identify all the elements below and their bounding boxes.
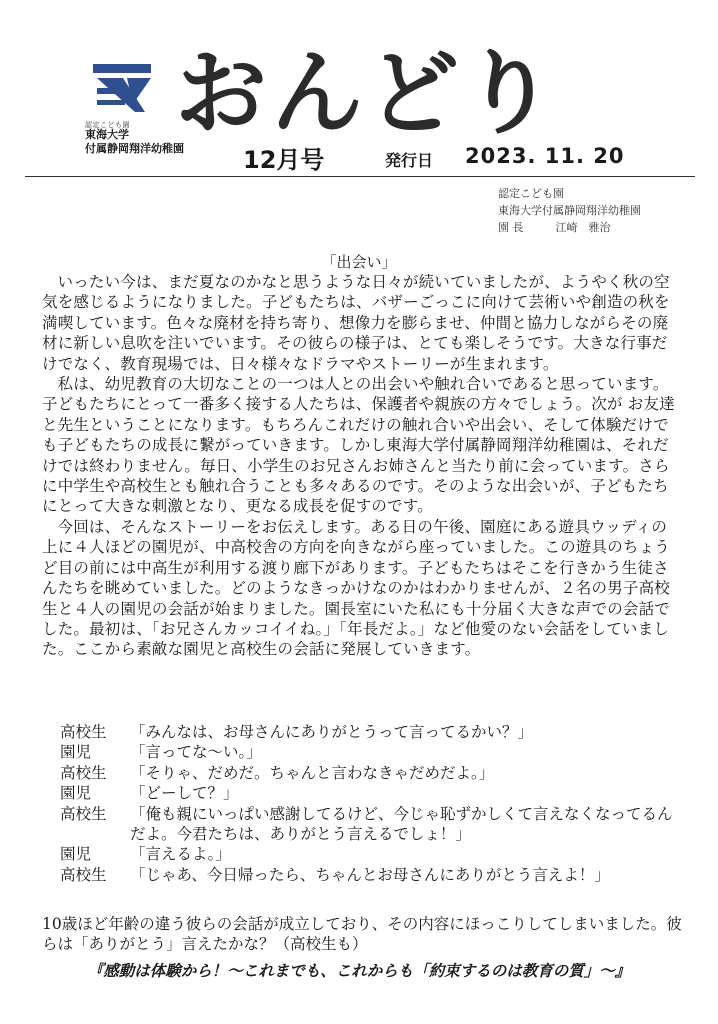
dialogue-line: 「俺も親にいっぱい感謝してるけど、今じゃ恥ずかしくて言えなくなってるんだよ。今君たちは、ありがとう言えるでしょ！」 [130, 804, 673, 844]
dialogue-speaker: 高校生 [60, 804, 107, 823]
dialogue [60, 722, 680, 885]
article-paragraph: いったい今は、まだ夏なのかなと思うような日々が続いていましたが、ようやく秋の空気を感じるようになりました。子どもたちは、バザーごっこに向けて芸術いや創造の秋を満喫しています。色々な廃材を持ち寄り、想像力を膨らませ、仲間と協力しながらその廃材に新しい息吹を注いでいます。その彼らの様子は、とても楽しそうです。大きな行事だけでなく、教育現場では、日々様々なドラマやストーリーが生まれます。 [42, 273, 670, 373]
dialogue-row [60, 763, 680, 783]
issuer-line-2: 東海大学付属静岡翔洋幼稚園 [498, 204, 641, 217]
header-divider [25, 176, 695, 177]
issue-date-label: 発行日 [385, 151, 434, 170]
dialogue-line: 「じゃあ、今日帰ったら、ちゃんとお母さんにありがとう言えよ！」 [130, 865, 610, 884]
school-type-label: 認定こども園 [85, 121, 130, 129]
dialogue-row [60, 742, 680, 762]
dialogue-speaker: 高校生 [60, 763, 107, 782]
issuer-role: 園 長 [498, 221, 524, 234]
motto: 『感動は体験から！～これまでも、これからも「約束するのは教育の質」～』 [87, 961, 631, 980]
newsletter-header [25, 22, 695, 178]
dialogue-line: 「どーして？」 [130, 784, 239, 803]
dialogue-line: 「そりゃ、だめだ。ちゃんと言わなきゃだめだよ。」 [130, 763, 495, 782]
dialogue-row [60, 844, 680, 864]
dialogue-speaker: 高校生 [60, 723, 107, 741]
issuer-line-3 [498, 219, 698, 236]
dialogue-row [60, 804, 680, 845]
article-title: 「出会い」 [321, 253, 397, 271]
dialogue-line: 「言えるよ。」 [130, 845, 231, 864]
issue-label: 12月号 [243, 146, 325, 174]
dialogue-speaker: 園児 [60, 784, 92, 803]
school-logo-icon [87, 60, 159, 120]
article-paragraph: 今回は、そんなストーリーをお伝えします。ある日の午後、園庭にある遊具ウッディの上に４人ほどの園児が、中高校舎の方向を向きながら座っていました。この遊具のちょうど目の前には中高生が利用する渡り廊下があります。子どもたちはそこを行きかう生徒さんたちを眺めていました。どのようなきっかけなのかはわかりませんが、２名の男子高校生と４人の園児の会話が始まりました。園長室にいた私にも十分届く大きな声での会話でした。最初は、「お兄さんカッコイイね。」「年長だよ。」など他愛のない会話をしていました。ここから素敵な園児と高校生の会話に発展していきます。 [42, 517, 671, 659]
dialogue-row [60, 865, 680, 885]
dialogue-line: 「みんなは、お母さんにありがとうって言ってるかい？」 [130, 723, 534, 741]
issue-date: 2023. 11. 20 [465, 144, 625, 168]
issuer-line-1: 認定こども園 [498, 187, 564, 200]
closing-paragraph: 10歳ほど年齢の違う彼らの会話が成立しており、その内容にほっこりしてしまいました。彼らは「ありがとう」言えたかな？（高校生も） [42, 915, 682, 954]
newsletter-title: おんどり [175, 40, 560, 147]
dialogue-speaker: 高校生 [60, 865, 107, 884]
dialogue-row [60, 722, 680, 742]
issuer-name: 江崎 雅治 [555, 221, 611, 234]
dialogue-row [60, 783, 680, 803]
dialogue-line: 「言ってな～い。」 [130, 743, 262, 762]
issuer-block [498, 185, 698, 236]
school-name-line-2: 付属静岡翔洋幼稚園 [85, 142, 184, 155]
dialogue-speaker: 園児 [60, 845, 92, 864]
school-name-line-1: 東海大学 [85, 128, 129, 141]
article-paragraph: 私は、幼児教育の大切なことの一つは人との出会いや触れ合いであると思っています。子どもたちにとって一番多く接する人たちは、保護者や親族の方々でしょう。次が お友達と先生ということになります。もちろんこれだけの触れ合いや出会い、そして体験だけでも子どもたちの成長に繋がっていきます。しかし東海大学付属静岡翔洋幼稚園は、それだけでは終わりません。毎日、小学生のお兄さんお姉さんと当たり前に会っています。さらに中学生や高校生とも触れ合うことも多々あるのです。そのような出会いが、子どもたちにとって大きな刺激となり、更なる成長を促すのです。 [42, 375, 675, 516]
dialogue-speaker: 園児 [60, 743, 92, 762]
article-body [42, 272, 675, 660]
